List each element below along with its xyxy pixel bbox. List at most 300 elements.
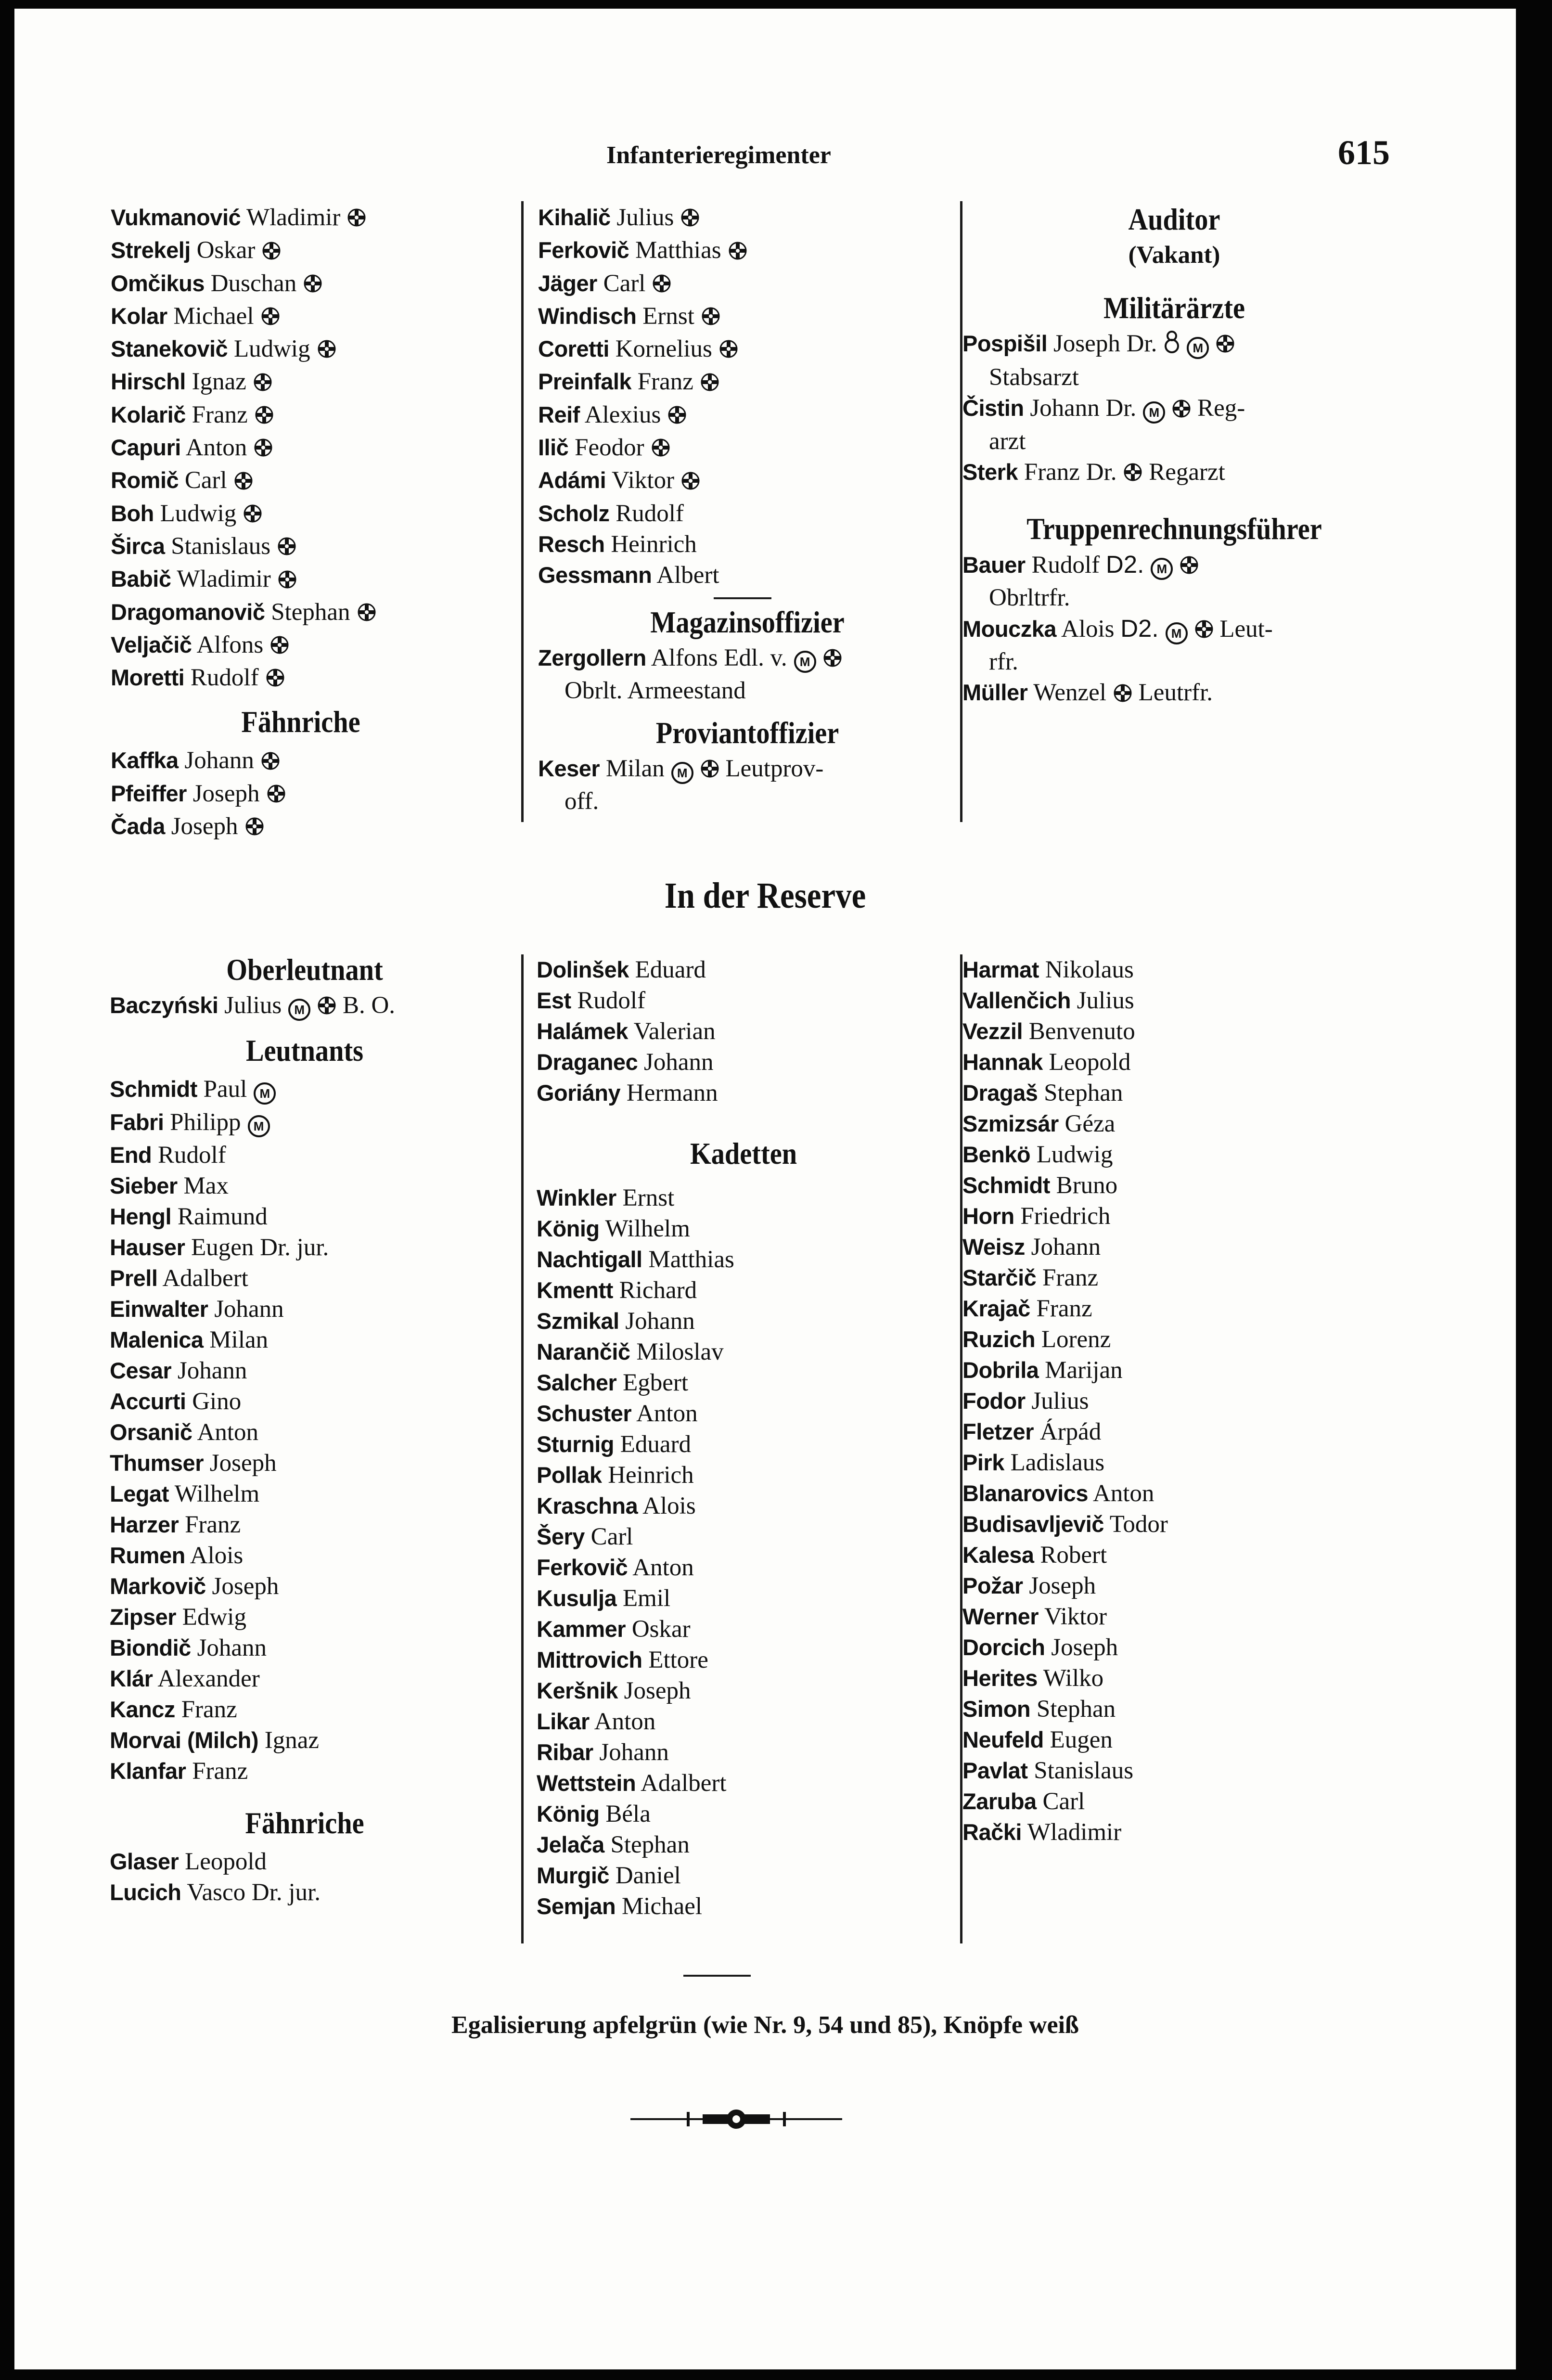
list-item xyxy=(962,1139,1386,1170)
list-item xyxy=(537,1337,950,1367)
list-item xyxy=(537,1891,950,1922)
surname: Jäger xyxy=(538,270,597,296)
footer-divider xyxy=(683,1975,751,1977)
list-item xyxy=(110,1694,509,1725)
list-item xyxy=(110,1448,509,1479)
surname: Dorcich xyxy=(962,1634,1045,1660)
given-name: Alfons xyxy=(196,631,264,658)
surname: Weisz xyxy=(962,1234,1025,1260)
surname: Horn xyxy=(962,1203,1014,1229)
list-item xyxy=(111,268,510,301)
given-name: Raimund xyxy=(177,1203,268,1230)
cross-icon xyxy=(303,270,322,301)
medal-icon: M xyxy=(671,755,693,786)
list-item xyxy=(538,643,957,675)
given-name: Alfons Edl. v. xyxy=(651,644,787,671)
given-name: Albert xyxy=(656,561,719,589)
surname: Markovič xyxy=(110,1573,206,1599)
given-name: Bruno xyxy=(1056,1172,1118,1199)
surname: Narančič xyxy=(537,1339,630,1364)
continuation-line: rfr. xyxy=(989,648,1018,676)
surname: Hannak xyxy=(962,1049,1043,1075)
cross-icon xyxy=(234,467,253,498)
list-item xyxy=(962,1478,1386,1509)
list-item xyxy=(962,1632,1386,1663)
auditor-heading: Auditor xyxy=(1128,202,1220,236)
medal-icon: M xyxy=(288,992,310,1023)
list-item xyxy=(962,1047,1386,1078)
surname: Winkler xyxy=(537,1185,616,1210)
list-item xyxy=(110,1571,509,1602)
surname: Zergollern xyxy=(538,644,646,670)
surname: Szmikal xyxy=(537,1308,619,1334)
list-item xyxy=(537,1244,950,1275)
given-name: Edwig xyxy=(182,1603,246,1631)
surname: Klanfar xyxy=(110,1758,186,1784)
active-officer-list-2 xyxy=(538,202,957,591)
service-class: D2. xyxy=(1120,615,1159,643)
given-name: Stephan xyxy=(1044,1080,1123,1106)
given-name: Ludwig xyxy=(233,335,310,363)
surname: Sturnig xyxy=(537,1431,614,1457)
list-item xyxy=(110,1171,509,1201)
surname: Strekelj xyxy=(111,237,191,263)
list-item xyxy=(111,778,510,811)
surname: Kalesa xyxy=(962,1542,1034,1568)
surname: Kusulja xyxy=(537,1585,617,1611)
cross-icon xyxy=(651,434,670,465)
oberleutnant-heading: Oberleutnant xyxy=(226,952,383,987)
given-name: Michael xyxy=(621,1893,703,1920)
surname: Lucich xyxy=(110,1879,181,1905)
given-name: Wilko xyxy=(1043,1665,1104,1692)
given-name: Rudolf xyxy=(616,500,684,527)
list-item xyxy=(111,564,510,596)
given-name: Feodor xyxy=(575,434,644,462)
surname: Preinfalk xyxy=(538,369,632,395)
surname: Schmidt xyxy=(110,1076,197,1102)
column-divider xyxy=(521,954,524,1943)
surname: Windisch xyxy=(538,303,637,329)
given-name: Ernst xyxy=(642,302,694,330)
list-item xyxy=(110,1756,509,1787)
oberleutnant-entry xyxy=(110,990,509,1023)
list-item xyxy=(110,990,509,1023)
given-name: Árpád xyxy=(1039,1418,1102,1445)
list-item xyxy=(538,366,957,399)
surname: End xyxy=(110,1142,152,1168)
active-column-1 xyxy=(111,202,510,844)
surname: Vezzil xyxy=(962,1018,1023,1044)
list-item xyxy=(110,1232,509,1263)
given-name: Julius xyxy=(224,992,282,1019)
surname: Kraschna xyxy=(537,1493,638,1518)
given-name: Ludwig xyxy=(160,500,237,527)
magazinsoffizier-entry xyxy=(538,643,957,706)
surname: Wettstein xyxy=(537,1770,636,1796)
surname: Herites xyxy=(962,1665,1038,1691)
page-header-title: Infanterieregimenter xyxy=(606,142,831,169)
given-name: Ludwig xyxy=(1036,1141,1113,1168)
list-item xyxy=(962,1262,1386,1293)
cross-icon xyxy=(719,335,738,366)
kadetten-list-continued xyxy=(962,954,1386,1848)
list-item xyxy=(110,1509,509,1540)
list-item xyxy=(962,1108,1386,1139)
list-item xyxy=(962,1078,1386,1108)
list-item xyxy=(962,1540,1386,1570)
cross-icon xyxy=(278,566,297,597)
surname: Kammer xyxy=(537,1616,626,1642)
reserve-fahnriche-heading: Fähnriche xyxy=(245,1805,364,1840)
section-divider xyxy=(714,597,771,599)
given-name: Duschan xyxy=(210,270,297,297)
cross-icon xyxy=(1113,680,1132,710)
list-item xyxy=(537,1583,950,1614)
rank-suffix: Regarzt xyxy=(1149,458,1225,486)
medal-icon: M xyxy=(1166,616,1188,646)
list-item xyxy=(962,1509,1386,1540)
surname: Omčikus xyxy=(111,270,205,296)
given-name: Rudolf xyxy=(158,1141,226,1169)
given-name: Rudolf xyxy=(190,664,259,692)
given-name: Wladimir xyxy=(177,566,271,593)
list-item xyxy=(538,399,957,432)
surname: Est xyxy=(537,988,571,1013)
cross-icon xyxy=(652,270,671,301)
list-item xyxy=(537,1429,950,1460)
cross-icon xyxy=(262,237,281,268)
surname: Malenica xyxy=(110,1326,204,1352)
fahnriche-list xyxy=(111,745,510,844)
list-item xyxy=(537,1367,950,1398)
surname: Scholz xyxy=(538,500,610,526)
given-name: Eugen Dr. jur. xyxy=(191,1234,329,1261)
given-name: Alexius xyxy=(584,401,661,428)
reserve-leutnants-continued xyxy=(537,954,950,1108)
list-item xyxy=(537,1183,950,1213)
surname: Stanekovič xyxy=(111,336,228,362)
footer-note: Egalisierung apfelgrün (wie Nr. 9, 54 und 85), Knöpfe weiß xyxy=(451,2011,1079,2039)
cross-icon xyxy=(357,599,376,630)
surname: Blanarovics xyxy=(962,1480,1088,1506)
list-item xyxy=(537,1016,950,1047)
list-item xyxy=(962,677,1386,710)
surname: Morvai (Milch) xyxy=(110,1727,258,1753)
list-item xyxy=(110,1725,509,1756)
list-item xyxy=(538,268,957,301)
list-item xyxy=(962,1601,1386,1632)
list-item xyxy=(962,457,1386,489)
given-name: Ignaz xyxy=(192,368,246,396)
list-item xyxy=(110,1263,509,1294)
signum-laudis-icon xyxy=(1164,329,1180,362)
list-item xyxy=(537,1460,950,1491)
list-item xyxy=(111,630,510,662)
surname: Kihalič xyxy=(538,205,611,230)
given-name: Kornelius xyxy=(615,335,712,363)
medal-icon: M xyxy=(1187,330,1209,361)
fahnriche-heading: Fähnriche xyxy=(241,705,360,739)
list-item xyxy=(538,753,957,786)
continuation-line: off. xyxy=(564,788,599,815)
list-item xyxy=(110,1479,509,1509)
given-name: Eugen xyxy=(1050,1726,1113,1753)
given-name: Géza xyxy=(1065,1110,1116,1137)
given-name: Ignaz xyxy=(264,1726,319,1754)
list-item xyxy=(962,1355,1386,1386)
given-name: Wilhelm xyxy=(605,1215,690,1242)
list-item xyxy=(538,529,957,560)
given-name: Johann xyxy=(599,1739,669,1766)
list-item xyxy=(962,1786,1386,1817)
truppenrechnungsfuhrer-heading: Truppenrechnungsführer xyxy=(1026,511,1322,546)
list-item xyxy=(962,1386,1386,1416)
list-item xyxy=(537,1799,950,1829)
given-name: Joseph xyxy=(1029,1572,1096,1599)
surname: Zipser xyxy=(110,1604,177,1630)
surname: Likar xyxy=(537,1709,590,1734)
given-name: Miloslav xyxy=(636,1338,724,1365)
surname: Ribar xyxy=(537,1739,593,1765)
list-item xyxy=(111,301,510,334)
given-name: Johann xyxy=(643,1049,714,1076)
given-name: Richard xyxy=(619,1277,697,1304)
list-item xyxy=(962,1817,1386,1848)
given-name: Michael xyxy=(173,302,254,330)
surname: Mouczka xyxy=(962,616,1056,642)
given-name: Viktor xyxy=(1044,1603,1107,1630)
list-item xyxy=(537,1706,950,1737)
list-item xyxy=(537,1768,950,1799)
leutnants-list xyxy=(110,1074,509,1787)
medal-icon: M xyxy=(254,1076,276,1107)
list-item xyxy=(537,954,950,985)
list-item xyxy=(962,328,1386,362)
surname: Nachtigall xyxy=(537,1247,642,1272)
given-name: Wilhelm xyxy=(174,1480,260,1507)
continuation-line: Stabsarzt xyxy=(989,364,1079,391)
given-name: Daniel xyxy=(615,1862,681,1889)
list-item xyxy=(537,1213,950,1244)
surname: Keser xyxy=(538,755,600,781)
list-item xyxy=(962,1201,1386,1232)
surname: Prell xyxy=(110,1265,158,1291)
given-name: Milan xyxy=(605,755,665,782)
list-item xyxy=(537,1306,950,1337)
list-item xyxy=(962,1324,1386,1355)
given-name: Johann Dr. xyxy=(1030,395,1137,422)
rank-suffix: Reg- xyxy=(1197,395,1245,422)
list-item xyxy=(537,1078,950,1108)
given-name: Alexander xyxy=(157,1665,260,1692)
surname: Halámek xyxy=(537,1018,628,1044)
given-name: Hermann xyxy=(626,1080,718,1106)
surname: Pavlat xyxy=(962,1758,1028,1783)
given-name: Ettore xyxy=(648,1647,708,1673)
cross-icon xyxy=(1172,395,1191,426)
list-item xyxy=(537,1614,950,1645)
list-item xyxy=(962,1724,1386,1755)
surname: Neufeld xyxy=(962,1727,1044,1752)
given-name: Julius xyxy=(1077,987,1134,1014)
surname: Babič xyxy=(111,566,171,592)
surname: Kolar xyxy=(111,303,167,329)
surname: Požar xyxy=(962,1573,1023,1598)
given-name: Adalbert xyxy=(641,1770,727,1797)
continuation-line: Obrlt. Armeestand xyxy=(564,677,746,704)
given-name: Carl xyxy=(1042,1788,1085,1815)
surname: Starčič xyxy=(962,1265,1037,1290)
surname: Fodor xyxy=(962,1388,1026,1414)
kadetten-heading: Kadetten xyxy=(690,1136,797,1171)
list-item xyxy=(538,498,957,529)
surname: Draganec xyxy=(537,1049,638,1075)
list-item xyxy=(111,745,510,778)
list-item xyxy=(962,393,1386,425)
surname: Kolarič xyxy=(111,401,186,427)
given-name: Anton xyxy=(197,1418,258,1446)
list-item xyxy=(537,1645,950,1675)
surname: Pirk xyxy=(962,1450,1004,1475)
surname: Čada xyxy=(111,813,165,839)
given-name: Wladimir xyxy=(1027,1819,1122,1846)
surname: Budisavljevič xyxy=(962,1511,1104,1537)
given-name: Adalbert xyxy=(162,1264,248,1292)
given-name: Todor xyxy=(1109,1511,1168,1538)
given-name: Franz xyxy=(192,1757,248,1785)
given-name: Milan xyxy=(209,1326,269,1353)
surname: Schmidt xyxy=(962,1172,1050,1198)
given-name: Rudolf xyxy=(577,987,646,1014)
given-name: Lorenz xyxy=(1041,1326,1111,1353)
surname: Šery xyxy=(537,1524,585,1549)
given-name: Eduard xyxy=(620,1431,692,1458)
surname: König xyxy=(537,1801,600,1827)
surname: Dobrila xyxy=(962,1357,1039,1383)
given-name: Julius xyxy=(616,204,674,231)
surname: Klár xyxy=(110,1665,153,1691)
given-name: Stephan xyxy=(610,1831,690,1858)
given-name: Heinrich xyxy=(608,1462,694,1489)
list-item xyxy=(538,301,957,334)
surname: Coretti xyxy=(538,336,609,362)
surname: Fletzer xyxy=(962,1419,1034,1444)
given-name: Oskar xyxy=(196,237,256,264)
medal-icon: M xyxy=(1143,395,1165,426)
given-name: Franz xyxy=(181,1696,237,1723)
cross-icon xyxy=(266,664,285,695)
surname: Boh xyxy=(111,500,154,526)
surname: Sieber xyxy=(110,1172,178,1198)
page-number: 615 xyxy=(1338,133,1390,172)
cross-icon xyxy=(1180,552,1199,582)
list-item xyxy=(110,1386,509,1417)
given-name: Alois xyxy=(1061,616,1115,643)
list-item xyxy=(537,1521,950,1552)
given-name: Joseph Dr. xyxy=(1053,330,1157,357)
list-item xyxy=(111,811,510,844)
given-name: Emil xyxy=(623,1585,671,1612)
surname: Simon xyxy=(962,1696,1031,1722)
surname: Adámi xyxy=(538,467,606,493)
list-item xyxy=(110,1074,509,1106)
auditor-value: (Vakant) xyxy=(1128,242,1220,269)
given-name: Joseph xyxy=(212,1572,279,1600)
cross-icon xyxy=(267,780,286,811)
given-name: Carl xyxy=(184,467,227,494)
given-name: Johann xyxy=(177,1357,247,1384)
surname: Rumen xyxy=(110,1542,185,1568)
list-item xyxy=(110,1325,509,1355)
given-name: Stephan xyxy=(1036,1696,1116,1723)
surname: Schuster xyxy=(537,1401,632,1426)
rank-suffix: B. O. xyxy=(342,992,396,1019)
surname: Cesar xyxy=(110,1357,172,1383)
list-item xyxy=(962,985,1386,1016)
given-name: Heinrich xyxy=(611,530,697,558)
surname: Veljačič xyxy=(111,631,192,657)
surname: Einwalter xyxy=(110,1296,208,1322)
given-name: Johann xyxy=(214,1295,284,1323)
medal-icon: M xyxy=(794,644,816,675)
given-name: Ladislaus xyxy=(1010,1449,1105,1476)
surname: Benkö xyxy=(962,1142,1031,1167)
given-name: Paul xyxy=(203,1076,247,1103)
given-name: Rudolf xyxy=(1031,551,1100,579)
militaraerzte-heading: Militärärzte xyxy=(1103,291,1245,325)
surname: Hirschl xyxy=(111,369,186,395)
given-name: Stanislaus xyxy=(171,532,271,560)
given-name: Matthias xyxy=(648,1246,734,1273)
list-item xyxy=(962,954,1386,985)
surname: Ruzich xyxy=(962,1326,1036,1352)
given-name: Philipp xyxy=(170,1108,241,1136)
reserve-column-2 xyxy=(537,954,950,1922)
surname: Pospišil xyxy=(962,331,1048,356)
list-item xyxy=(538,202,957,235)
reserve-title: In der Reserve xyxy=(664,875,866,916)
ornament-icon xyxy=(630,2105,842,2134)
surname: Romič xyxy=(111,467,179,493)
cross-icon xyxy=(1194,616,1214,646)
surname: Pollak xyxy=(537,1462,602,1488)
surname: Hauser xyxy=(110,1234,185,1260)
cross-icon xyxy=(667,401,687,432)
given-name: Franz xyxy=(185,1511,241,1538)
list-item xyxy=(538,560,957,591)
kadetten-list xyxy=(537,1183,950,1922)
surname: Rački xyxy=(962,1819,1022,1845)
active-officer-list xyxy=(111,202,510,695)
surname: Kancz xyxy=(110,1696,175,1722)
list-item xyxy=(537,1675,950,1706)
given-name: Wenzel xyxy=(1033,679,1106,707)
list-item xyxy=(110,1663,509,1694)
reserve-column-1 xyxy=(110,950,509,1908)
list-item xyxy=(962,1170,1386,1201)
given-name: Stephan xyxy=(271,598,350,626)
list-item xyxy=(111,334,510,366)
given-name: Carl xyxy=(590,1523,633,1550)
surname: Kmentt xyxy=(537,1277,613,1303)
list-item xyxy=(962,613,1386,646)
given-name: Alois xyxy=(642,1492,696,1519)
cross-icon xyxy=(243,500,262,531)
cross-icon xyxy=(245,813,264,844)
given-name: Valerian xyxy=(633,1018,716,1045)
surname: Vallenčich xyxy=(962,988,1071,1013)
